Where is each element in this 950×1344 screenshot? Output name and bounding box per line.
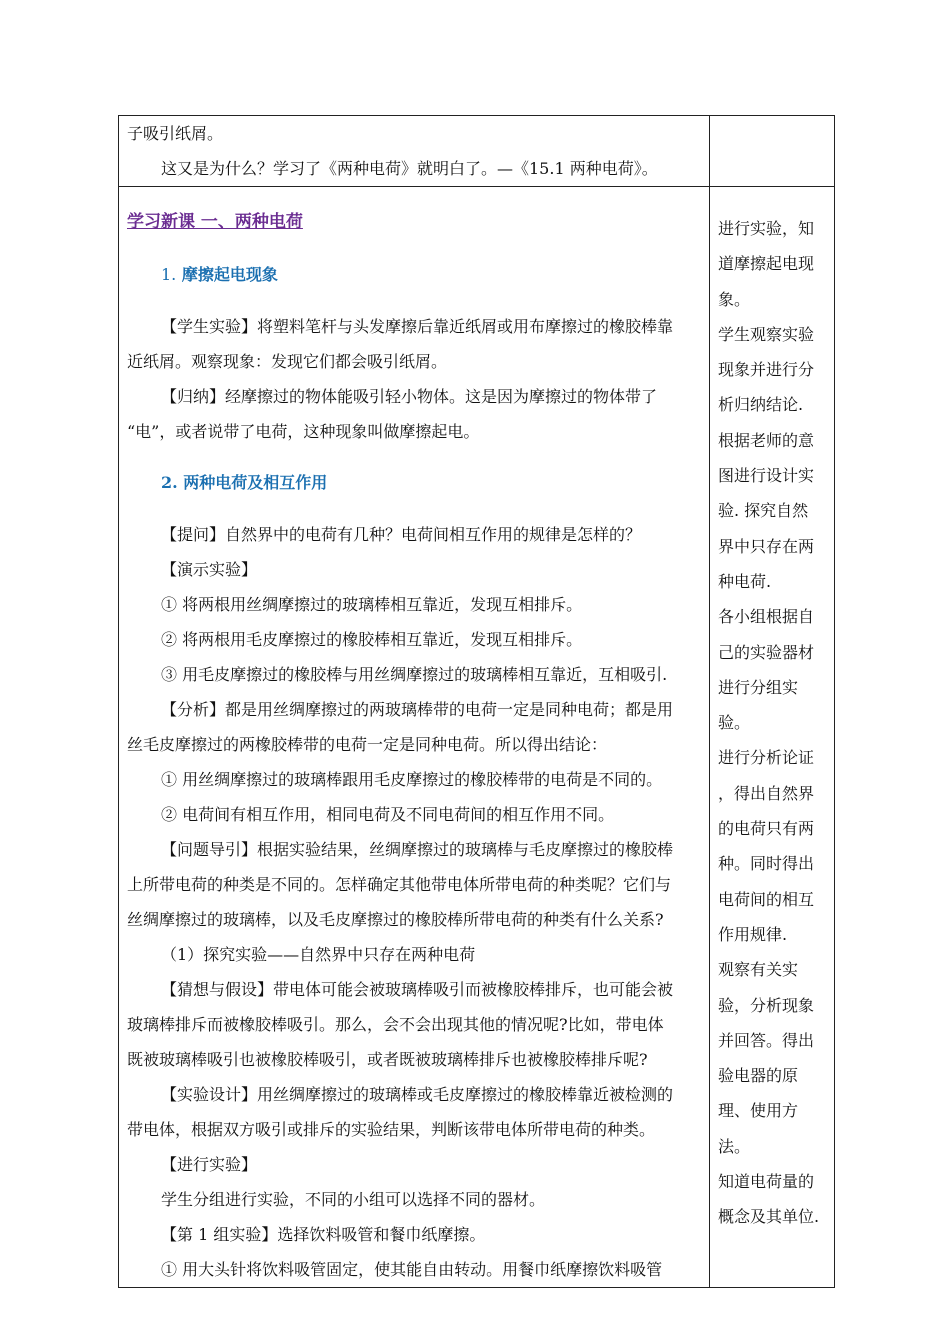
paragraph-line: 上所带电荷的种类是不同的。怎样确定其他带电体所带电荷的种类呢？它们与 bbox=[127, 875, 672, 894]
note-line: 学生观察实验 bbox=[718, 324, 815, 344]
note-line: 种电荷. bbox=[718, 571, 772, 591]
intro-line-1: 子吸引纸屑。 bbox=[127, 124, 224, 143]
student-activity-text bbox=[710, 187, 834, 1235]
paragraph-line: 【归纳】经摩擦过的物体能吸引轻小物体。这是因为摩擦过的物体带了 bbox=[161, 387, 658, 406]
intro-cell bbox=[119, 116, 710, 187]
list-item: ③ 用毛皮摩擦过的橡胶棒与用丝绸摩擦过的玻璃棒相互靠近，互相吸引. bbox=[161, 665, 668, 684]
note-line: 验，分析现象 bbox=[718, 995, 815, 1015]
subheading-1-number: 1. bbox=[161, 265, 177, 284]
list-item: ② 将两根用毛皮摩擦过的橡胶棒相互靠近，发现互相排斥。 bbox=[161, 630, 583, 649]
paragraph-line: 既被玻璃棒吸引也被橡胶棒吸引，或者既被玻璃棒排斥也被橡胶棒排斥呢? bbox=[127, 1050, 648, 1069]
note-line: 进行实验，知 bbox=[718, 219, 815, 238]
paragraph-line: 【提问】自然界中的电荷有几种？电荷间相互作用的规律是怎样的？ bbox=[161, 525, 642, 544]
list-item: ① 将两根用丝绸摩擦过的玻璃棒相互靠近，发现互相排斥。 bbox=[161, 595, 583, 614]
paragraph-line: 近纸屑。观察现象：发现它们都会吸引纸屑。 bbox=[127, 352, 448, 371]
paragraph-line: 丝毛皮摩擦过的两橡胶棒带的电荷一定是同种电荷。所以得出结论： bbox=[127, 735, 608, 754]
paragraph-line: “电”，或者说带了电荷，这种现象叫做摩擦起电。 bbox=[127, 422, 480, 441]
content-cell bbox=[119, 187, 710, 1288]
note-line: 各小组根据自 bbox=[718, 607, 815, 627]
paragraph-line: 【学生实验】将塑料笔杆与头发摩擦后靠近纸屑或用布摩擦过的橡胶棒靠 bbox=[161, 317, 674, 336]
list-item: ② 电荷间有相互作用，相同电荷及不同电荷间的相互作用不同。 bbox=[161, 805, 615, 824]
paragraph-line: 【演示实验】 bbox=[161, 560, 258, 579]
notes-cell-top bbox=[710, 116, 835, 187]
list-item: ① 用丝绸摩擦过的玻璃棒跟用毛皮摩擦过的橡胶棒带的电荷是不同的。 bbox=[161, 770, 663, 789]
table-row bbox=[119, 187, 835, 1288]
list-item: ① 用大头针将饮料吸管固定，使其能自由转动。用餐巾纸摩擦饮料吸管 bbox=[161, 1260, 663, 1279]
paragraph-line: 丝绸摩擦过的玻璃棒，以及毛皮摩擦过的橡胶棒所带电荷的种类有什么关系? bbox=[127, 910, 664, 929]
subheading-1-text: 摩擦起电现象 bbox=[176, 265, 278, 284]
paragraph-line: 学生分组进行实验，不同的小组可以选择不同的器材。 bbox=[161, 1190, 546, 1209]
note-line: 道摩擦起电现 bbox=[718, 254, 815, 274]
student-activity-cell bbox=[710, 187, 835, 1288]
subheading-2: 2. 两种电荷及相互作用 bbox=[161, 473, 328, 492]
note-line: 象。 bbox=[718, 289, 751, 309]
note-line: 电荷间的相互 bbox=[718, 889, 815, 909]
paragraph-line: 玻璃棒排斥而被橡胶棒吸引。那么，会不会出现其他的情况呢?比如，带电体 bbox=[127, 1015, 664, 1034]
note-line: 验. 探究自然 bbox=[718, 501, 809, 521]
paragraph-line: 【问题导引】根据实验结果，丝绸摩擦过的玻璃棒与毛皮摩擦过的橡胶棒 bbox=[161, 840, 674, 859]
note-line: 验电器的原 bbox=[718, 1066, 799, 1086]
note-line: 作用规律. bbox=[718, 924, 788, 944]
paragraph-line: （1）探究实验——自然界中只存在两种电荷 bbox=[161, 945, 476, 964]
intro-line-2: 这又是为什么？学习了《两种电荷》就明白了。—《15.1 两种电荷》。 bbox=[161, 159, 658, 178]
note-line: 进行分析论证 bbox=[718, 748, 815, 768]
table-row bbox=[119, 116, 835, 187]
paragraph-line: 【第 1 组实验】选择饮料吸管和餐巾纸摩擦。 bbox=[161, 1225, 486, 1244]
note-line: 知道电荷量的 bbox=[718, 1172, 815, 1192]
note-line: ，得出自然界 bbox=[718, 783, 815, 803]
note-line: 现象并进行分 bbox=[718, 360, 815, 380]
paragraph-line: 【进行实验】 bbox=[161, 1155, 258, 1174]
paragraph-line: 【分析】都是用丝绸摩擦过的两玻璃棒带的电荷一定是同种电荷；都是用 bbox=[161, 700, 674, 719]
subheading-1 bbox=[119, 257, 709, 293]
note-line: 验。 bbox=[718, 713, 751, 733]
note-line: 观察有关实 bbox=[718, 960, 799, 980]
note-line: 理、使用方 bbox=[718, 1101, 799, 1121]
note-line: 界中只存在两 bbox=[718, 536, 815, 556]
note-line: 进行分组实 bbox=[718, 677, 799, 697]
note-line: 的电荷只有两 bbox=[718, 819, 815, 839]
lesson-table bbox=[118, 115, 835, 1288]
note-line: 图进行设计实 bbox=[718, 466, 815, 486]
note-line: 种。同时得出 bbox=[718, 854, 815, 874]
note-line: 根据老师的意 bbox=[718, 430, 815, 450]
section-heading: 学习新课 一、两种电荷 bbox=[127, 212, 303, 232]
paragraph-line: 带电体，根据双方吸引或排斥的实验结果，判断该带电体所带电荷的种类。 bbox=[127, 1120, 656, 1139]
paragraph-line: 【猜想与假设】带电体可能会被玻璃棒吸引而被橡胶棒排斥，也可能会被 bbox=[161, 980, 674, 999]
note-line: 析归纳结论. bbox=[718, 395, 804, 415]
note-line: 法。 bbox=[718, 1136, 751, 1156]
paragraph-line: 【实验设计】用丝绸摩擦过的玻璃棒或毛皮摩擦过的橡胶棒靠近被检测的 bbox=[161, 1085, 674, 1104]
note-line: 概念及其单位. bbox=[718, 1207, 820, 1227]
note-line: 己的实验器材 bbox=[718, 642, 815, 662]
note-line: 并回答。得出 bbox=[718, 1030, 815, 1050]
